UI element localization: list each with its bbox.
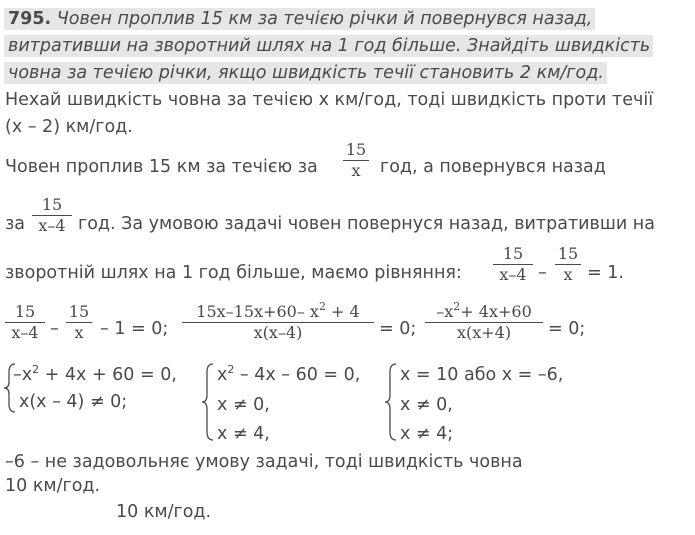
fraction-denominator: x <box>563 265 573 284</box>
system-3-row-3: x ≠ 4; <box>400 424 454 444</box>
conclusion-line-2: 10 км/год. <box>5 476 101 496</box>
big-eq-zero-1: = 0; <box>379 319 417 339</box>
answer: 10 км/год. <box>116 502 212 522</box>
big-eq-fraction-2 <box>66 302 92 343</box>
fraction-numerator: 15 <box>345 140 367 159</box>
system-3-row-1: x = 10 або x = –6, <box>400 365 564 385</box>
system-1-row-1: $-x^2 + 4x + 60 = 0$, <box>13 363 177 385</box>
fraction-denominator: x–4 <box>38 216 66 235</box>
minus-sign-2: – <box>50 319 59 339</box>
solution-line-2: (x – 2) км/год. <box>5 117 133 137</box>
equation-rhs: = 1. <box>587 263 624 283</box>
solution-line-1: Нехай швидкість човна за течією x км/год, тоді швидкість проти течії <box>5 90 654 110</box>
big-eq-fraction-4 <box>425 302 543 343</box>
fraction-numerator: 15 <box>502 244 524 263</box>
equation-fraction-1 <box>493 244 533 285</box>
problem-line-1 <box>4 8 595 30</box>
solution-line-4b: год. За умовою задачі човен повернуся назад, витративши на <box>78 214 655 234</box>
fraction-15-over-x-4 <box>32 195 72 236</box>
fraction-denominator: x–4 <box>499 265 527 284</box>
solution-line-3a: Човен проплив 15 км за течією за <box>5 157 318 177</box>
system-3-row-2: x ≠ 0, <box>400 395 453 415</box>
system-2-row-3: x ≠ 4, <box>217 424 270 444</box>
system-1-row-2: x(x – 4) ≠ 0; <box>19 392 128 412</box>
problem-text-1: Човен проплив 15 км за течією річки й повернувся назад, <box>51 9 593 29</box>
conclusion-line-1: –6 – не задовольняє умову задачі, тоді швидкість човна <box>5 452 523 472</box>
fraction-numerator: 15 <box>14 302 36 321</box>
solution-line-4a: за <box>5 214 26 234</box>
fraction-numerator: 15 <box>41 195 63 214</box>
big-eq-zero-2: = 0; <box>548 319 586 339</box>
solution-line-5a: зворотній шлях на 1 год більше, маємо рівняння: <box>5 263 462 283</box>
solution-line-3b: год, а повернувся назад <box>380 157 606 177</box>
system-2-row-1: $x^2 - 4x - 60 = 0$, <box>217 363 361 385</box>
fraction-denominator: x <box>74 323 84 342</box>
minus-sign: – <box>538 263 547 283</box>
fraction-denominator: x <box>351 161 361 180</box>
left-brace-icon <box>384 362 398 442</box>
problem-number: 795. <box>8 9 52 29</box>
fraction-15-over-x <box>343 140 369 181</box>
fraction-denominator: x–4 <box>11 323 39 342</box>
big-eq-fraction-1 <box>5 302 45 343</box>
fraction-numerator: 15x–15x+60– $x^2 + 4$ <box>196 300 360 321</box>
fraction-denominator: x(x–4) <box>253 323 303 342</box>
problem-line-2: витративши на зворотний шлях на 1 год більше. Знайдіть швидкість <box>4 35 653 57</box>
fraction-numerator: $-x^2+ 4x+60$ <box>436 300 532 321</box>
fraction-numerator: 15 <box>557 244 579 263</box>
system-2-row-2: x ≠ 0, <box>217 395 270 415</box>
big-eq-part: – 1 = 0; <box>100 319 169 339</box>
big-eq-fraction-3 <box>182 302 374 343</box>
problem-line-3: човна за течією річки, якщо швидкість течії становить 2 км/год. <box>4 62 607 84</box>
fraction-numerator: 15 <box>68 302 90 321</box>
left-brace-icon <box>201 362 215 442</box>
equation-fraction-2 <box>555 244 581 285</box>
fraction-denominator: x(x+4) <box>456 323 512 342</box>
